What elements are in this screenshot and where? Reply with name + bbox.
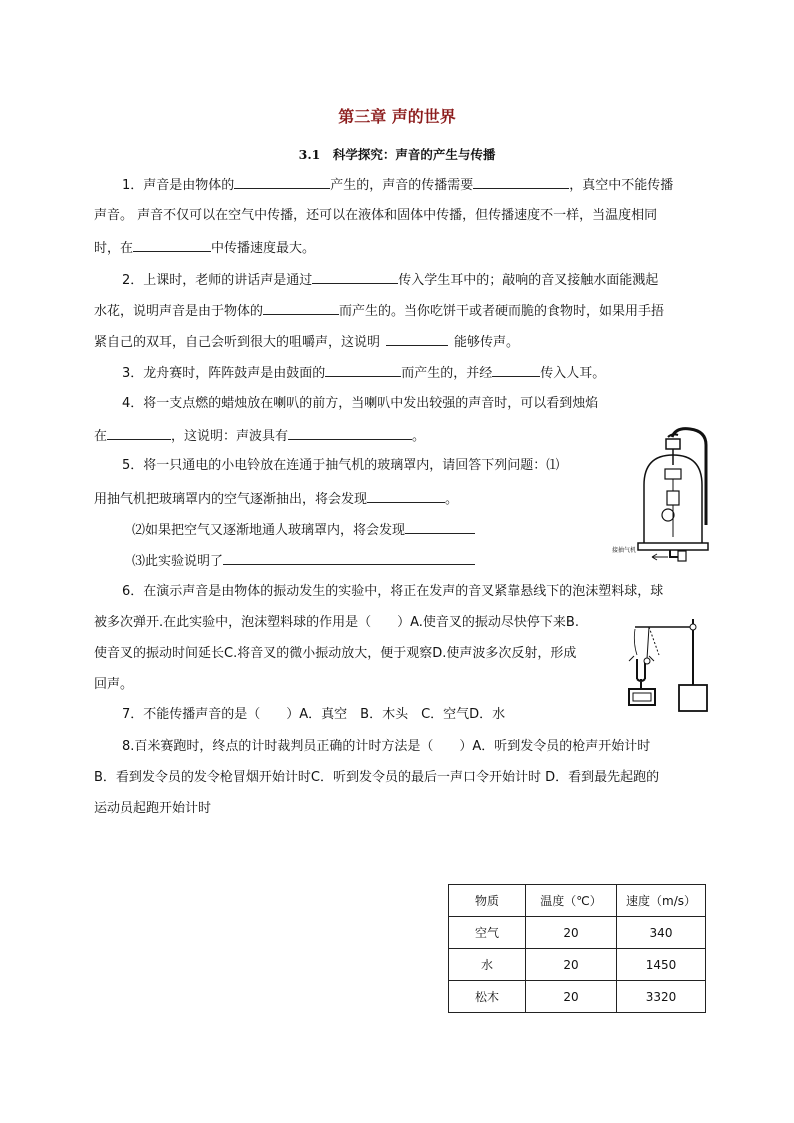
- q8-text-l3: 运动员起跑开始计时: [94, 801, 212, 816]
- table-row: [449, 981, 706, 1013]
- q3-text-a: 3．龙舟赛时，阵阵鼓声是由鼓面的: [122, 366, 326, 381]
- q1-blank-3[interactable]: [133, 238, 211, 252]
- q2-blank-3[interactable]: [386, 332, 448, 346]
- table-cell: 3320: [617, 981, 706, 1013]
- q1-text-a: 1．声音是由物体的: [122, 178, 235, 193]
- question-2-line-2: [94, 301, 664, 321]
- chapter-title: 第三章 声的世界: [338, 107, 456, 126]
- question-4-line-1: [122, 395, 598, 413]
- q4-text-b: ，这说明：声波具有: [171, 429, 289, 444]
- table-header: 温度（℃）: [526, 885, 617, 917]
- q5-blank-1[interactable]: [367, 489, 445, 503]
- q2-text-f: 能够传声。: [454, 335, 520, 350]
- q8-text-l2: B．看到发令员的发令枪冒烟开始计时C．听到发令员的最后一声口令开始计时 D．看到最先起跑的: [94, 770, 660, 785]
- q1-text-l3a: 时，在: [94, 241, 134, 256]
- section-title: 3.1 科学探究：声音的产生与传播: [298, 147, 496, 162]
- q1-text-b: 产生的，声音的传播需要: [330, 178, 474, 193]
- tuning-fork-figure: [625, 615, 720, 715]
- question-3: [122, 363, 605, 383]
- q3-text-c: 传入人耳。: [540, 366, 606, 381]
- question-4-line-2: [94, 426, 425, 446]
- question-1-line-2: [94, 207, 657, 225]
- q5-text-b: 。: [445, 492, 459, 507]
- q5-text-l4: ⑶此实验说明了: [132, 554, 224, 569]
- q3-text-b: 而产生的，并经: [401, 366, 493, 381]
- q1-text-c: ，真空中不能传播: [569, 178, 674, 193]
- q1-text-l3b: 中传播速度最大。: [211, 241, 316, 256]
- table-cell: 松木: [449, 981, 526, 1013]
- q5-text-a: 用抽气机把玻璃罩内的空气逐渐抽出，将会发现: [94, 492, 368, 507]
- table-cell: 水: [449, 949, 526, 981]
- table-cell: 340: [617, 917, 706, 949]
- question-5-line-3: [132, 520, 475, 540]
- table-header: 物质: [449, 885, 526, 917]
- q1-blank-1[interactable]: [234, 175, 330, 189]
- bell-jar-label: 接抽气机: [612, 547, 637, 554]
- question-5-line-2: [94, 489, 458, 509]
- q2-text-d: 而产生的。当你吃饼干或者硬而脆的食物时，如果用手捂: [339, 304, 665, 319]
- question-1-line-1: [122, 175, 673, 195]
- q2-text-e: 紧自己的双耳，自己会听到很大的咀嚼声，这说明: [94, 335, 381, 350]
- question-5-line-4: [132, 551, 475, 571]
- question-7: [122, 706, 505, 724]
- q5-blank-3[interactable]: [223, 551, 475, 565]
- q6-text-l2: 被多次弹开.在此实验中，泡沫塑料球的作用是（ ）A.使音叉的振动尽快停下来B.: [94, 615, 579, 630]
- table-cell: 20: [526, 981, 617, 1013]
- question-2-line-3: [94, 332, 519, 352]
- q6-text-l4: 回声。: [94, 677, 134, 692]
- q4-text-a: 在: [94, 429, 108, 444]
- q3-blank-2[interactable]: [492, 363, 540, 377]
- table-cell: 20: [526, 949, 617, 981]
- q7-text: 7．不能传播声音的是（ ）A．真空 B．木头 C．空气D．水: [122, 707, 506, 722]
- q8-text-l1: 8.百米赛跑时，终点的计时裁判员正确的计时方法是（ ）A．听到发令员的枪声开始计时: [122, 739, 651, 754]
- table-header-row: [449, 885, 706, 917]
- q2-text-c: 水花，说明声音是由于物体的: [94, 304, 264, 319]
- question-1-line-3: [94, 238, 315, 258]
- q1-blank-2[interactable]: [473, 175, 569, 189]
- q5-text-l1: 5．将一只通电的小电铃放在连通于抽气机的玻璃罩内，请回答下列问题：⑴: [122, 458, 560, 473]
- table-header: 速度（m/s）: [617, 885, 706, 917]
- q4-text-l1: 4．将一支点燃的蜡烛放在喇叭的前方，当喇叭中发出较强的声音时，可以看到烛焰: [122, 396, 599, 411]
- question-6-line-1: [122, 583, 663, 601]
- q1-text-l2: 声音。 声音不仅可以在空气中传播，还可以在液体和固体中传播，但传播速度不一样，当温度相同: [94, 208, 658, 223]
- table-row: [449, 917, 706, 949]
- table-cell: 1450: [617, 949, 706, 981]
- table-row: [449, 949, 706, 981]
- q2-text-a: 2．上课时，老师的讲话声是通过: [122, 273, 313, 288]
- table-cell: 空气: [449, 917, 526, 949]
- q3-blank-1[interactable]: [325, 363, 401, 377]
- question-8-line-3: [94, 800, 211, 818]
- q5-text-l3: ⑵如果把空气又逐渐地通人玻璃罩内，将会发现: [132, 523, 406, 538]
- q2-blank-2[interactable]: [263, 301, 339, 315]
- q5-blank-2[interactable]: [405, 520, 475, 534]
- question-2-line-1: [122, 270, 658, 290]
- question-5-line-1: [122, 457, 559, 475]
- speed-table: [448, 884, 706, 1013]
- question-6-line-4: [94, 676, 133, 694]
- question-8-line-2: [94, 769, 659, 787]
- q4-text-c: 。: [412, 429, 426, 444]
- q4-blank-2[interactable]: [288, 426, 412, 440]
- q2-text-b: 传入学生耳中的；敲响的音叉接触水面能溅起: [398, 273, 659, 288]
- q6-text-l3: 使音叉的振动时间延长C.将音叉的微小振动放大，便于观察D.使声波多次反射，形成: [94, 646, 577, 661]
- q6-text-l1: 6．在演示声音是由物体的振动发生的实验中，将正在发声的音叉紧靠悬线下的泡沫塑料球，球: [122, 584, 664, 599]
- q4-blank-1[interactable]: [107, 426, 171, 440]
- question-8-line-1: [122, 738, 650, 756]
- question-6-line-3: [94, 645, 576, 663]
- q2-blank-1[interactable]: [312, 270, 398, 284]
- question-6-line-2: [94, 614, 579, 632]
- table-cell: 20: [526, 917, 617, 949]
